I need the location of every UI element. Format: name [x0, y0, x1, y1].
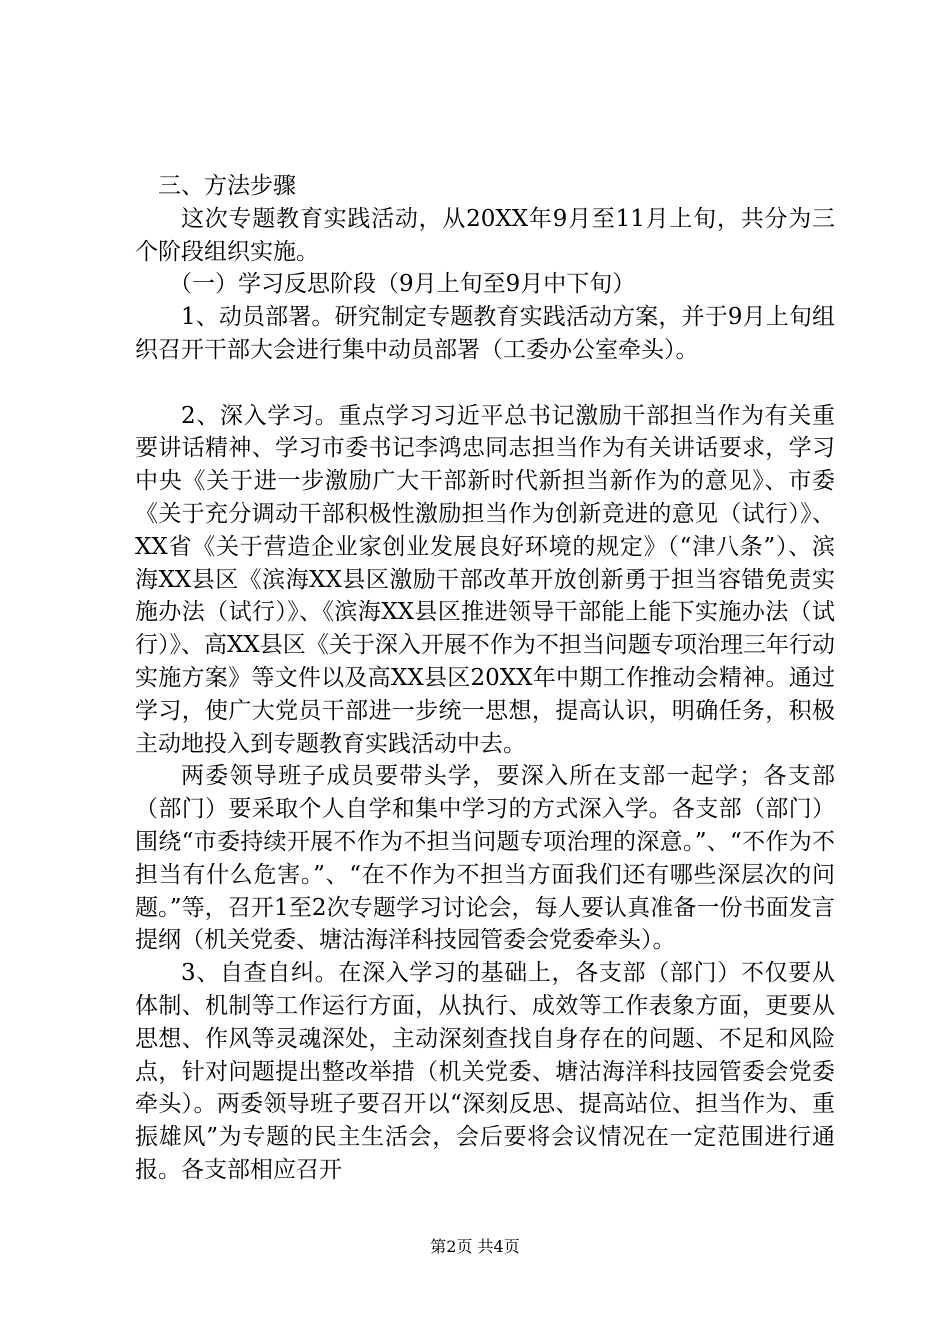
- paragraph-mobilization: 1、动员部署。研究制定专题教育实践活动方案，并于9月上旬组织召开干部大会进行集中动员部署（工委办公室牵头）。: [135, 304, 835, 363]
- page-number-footer: 第2页 共4页: [430, 1237, 520, 1256]
- paragraph-study: 2、深入学习。重点学习习近平总书记激励干部担当作为有关重要讲话精神、学习市委书记李鸿忠同志担当作为有关讲话要求，学习中央《关于进一步激励广大干部新时代新担当新作为的意见》、市委《关于充分调动干部积极性激励担当作为创新竞进的意见（试行）》、XX省《关于营造企业家创业发展良好环境的规定》（“津八条”）、滨海XX县区《滨海XX县区激励干部改革开放创新勇于担当容错免责实施办法（试行）》、《滨海XX县区推进领导干部能上能下实施办法（试行）》、高XX县区《关于深入开展不作为不担当问题专项治理三年行动实施方案》等文件以及高XX县区20XX年中期工作推动会精神。通过学习，使广大党员干部进一步统一思想，提高认识，明确任务，积极主动地投入到专题教育实践活动中去。: [135, 402, 835, 757]
- document-body: [135, 170, 835, 1187]
- paragraph-intro: 这次专题教育实践活动，从20XX年9月至11月上旬，共分为三个阶段组织实施。: [135, 205, 835, 265]
- paragraph-leadership: 两委领导班子成员要带头学，要深入所在支部一起学；各支部（部门）要采取个人自学和集中学习的方式深入学。各支部（部门）围绕“市委持续开展不作为不担当问题专项治理的深意。”、“不作为不担当有什么危害。”、“在不作为不担当方面我们还有哪些深层次的问题。”等，召开1至2次专题学习讨论会，每人要认真准备一份书面发言提纲（机关党委、塘沽海洋科技园管委会党委牵头）。: [135, 763, 835, 954]
- subsection-heading: （一）学习反思阶段（9月上旬至9月中下旬）: [169, 271, 636, 298]
- paragraph-self-inspection: 3、自查自纠。在深入学习的基础上，各支部（部门）不仅要从体制、机制等工作运行方面，从执行、成效等工作表象方面，更要从思想、作风等灵魂深处，主动深刻查找自身存在的问题、不足和风险点，针对问题提出整改举措（机关党委、塘沽海洋科技园管委会党委牵头）。两委领导班子要召开以“深刻反思、提高站位、担当作为、重振雄风”为专题的民主生活会，会后要将会议情况在一定范围进行通报。各支部相应召开: [135, 960, 835, 1183]
- section-heading: 三、方法步骤: [158, 173, 296, 199]
- paragraph-gap: [135, 367, 835, 400]
